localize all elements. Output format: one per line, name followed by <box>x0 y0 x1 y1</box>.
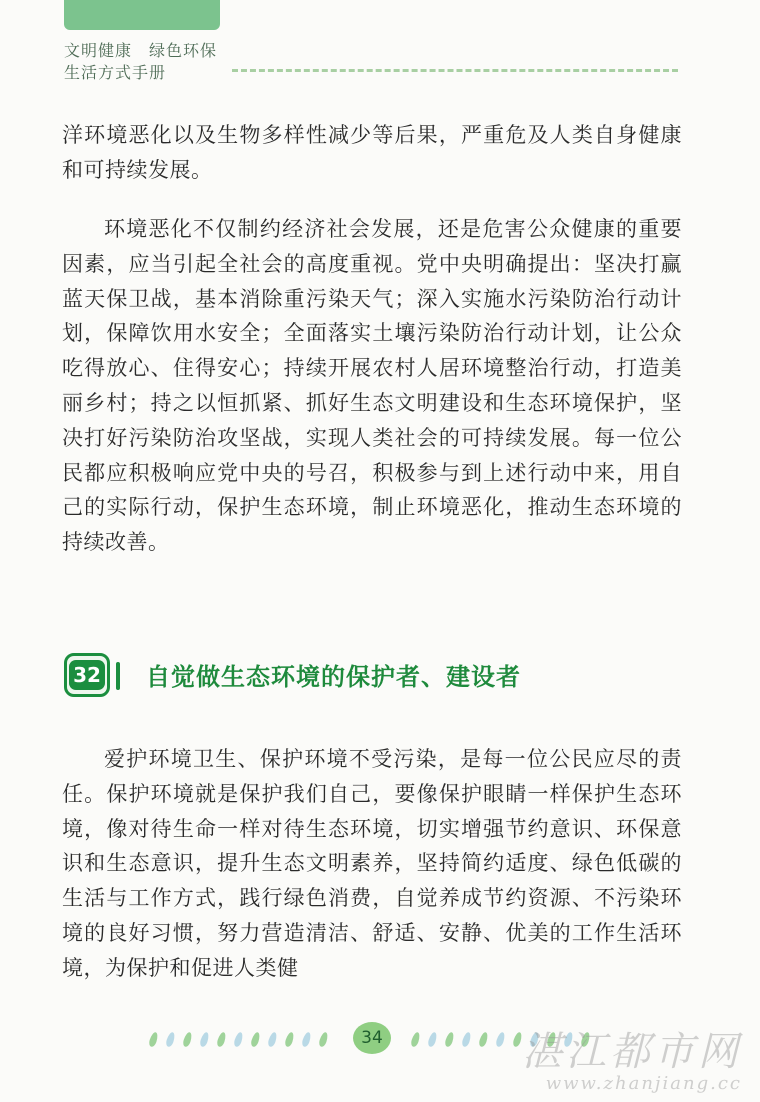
leaf-icon <box>427 1031 438 1047</box>
running-header-line2: 生活方式手册 <box>64 63 167 82</box>
site-watermark <box>522 1030 742 1094</box>
leaf-icon <box>233 1031 244 1047</box>
paragraph: 爱护环境卫生、保护环境不受污染，是每一位公民应尽的责任。保护环境就是保护我们自己，要像保护眼睛一样保护生态环境，像对待生命一样对待生态环境，切实增强节约意识、环保意识和生态意识，提升生态文明素养，坚持简约适度、绿色低碳的生活与工作方式，践行绿色消费，自觉养成节约资源、不污染环境的良好习惯，努力营造清洁、舒适、安静、优美的工作生活环境，为保护和促进人类健 <box>62 747 682 980</box>
header-dashed-rule <box>232 69 678 72</box>
leaf-icon <box>199 1031 210 1047</box>
watermark-chinese: 湛江都市网 <box>522 1029 742 1075</box>
watermark-url: www.zhanjiang.cc <box>545 1073 742 1094</box>
section-number-badge <box>64 653 110 697</box>
leaf-icon <box>250 1031 261 1047</box>
leaf-icon <box>182 1031 193 1047</box>
section-number: 32 <box>69 660 105 690</box>
leaf-icon <box>478 1031 489 1047</box>
leaf-icon <box>495 1031 506 1047</box>
leaf-icon <box>318 1031 329 1047</box>
paragraph: 洋环境恶化以及生物多样性减少等后果，严重危及人类自身健康和可持续发展。 <box>62 123 682 182</box>
leaf-icon <box>301 1031 312 1047</box>
leaf-icon <box>410 1031 421 1047</box>
page-number: 34 <box>353 1022 391 1054</box>
leaf-icon <box>216 1031 227 1047</box>
paragraph: 环境恶化不仅制约经济社会发展，还是危害公众健康的重要因素，应当引起全社会的高度重视。党中央明确提出：坚决打赢蓝天保卫战，基本消除重污染天气；深入实施水污染防治行动计划，保障饮用水安全；全面落实土壤污染防治行动计划，让公众吃得放心、住得安心；持续开展农村人居环境整治行动，打造美丽乡村；持之以恒抓紧、抓好生态文明建设和生态环境保护，坚决打好污染防治攻坚战，实现人类社会的可持续发展。每一位公民都应积极响应党中央的号召，积极参与到上述行动中来，用自己的实际行动，保护生态环境，制止环境恶化，推动生态环境的持续改善。 <box>62 217 682 555</box>
body-text-block <box>62 212 682 560</box>
body-text-continued <box>62 118 682 188</box>
section-title: 自觉做生态环境的保护者、建设者 <box>146 663 521 691</box>
leaf-icon <box>461 1031 472 1047</box>
leaf-decoration-left <box>150 1024 327 1054</box>
leaf-icon <box>284 1031 295 1047</box>
leaf-icon <box>148 1031 159 1047</box>
leaf-icon <box>444 1031 455 1047</box>
running-header <box>64 40 217 84</box>
leaf-icon <box>267 1031 278 1047</box>
running-header-line1: 文明健康 绿色环保 <box>64 41 218 60</box>
leaf-icon <box>165 1031 176 1047</box>
header-tab-decoration <box>64 0 220 30</box>
section-divider-tick <box>116 662 120 690</box>
section-body-text <box>62 742 682 986</box>
